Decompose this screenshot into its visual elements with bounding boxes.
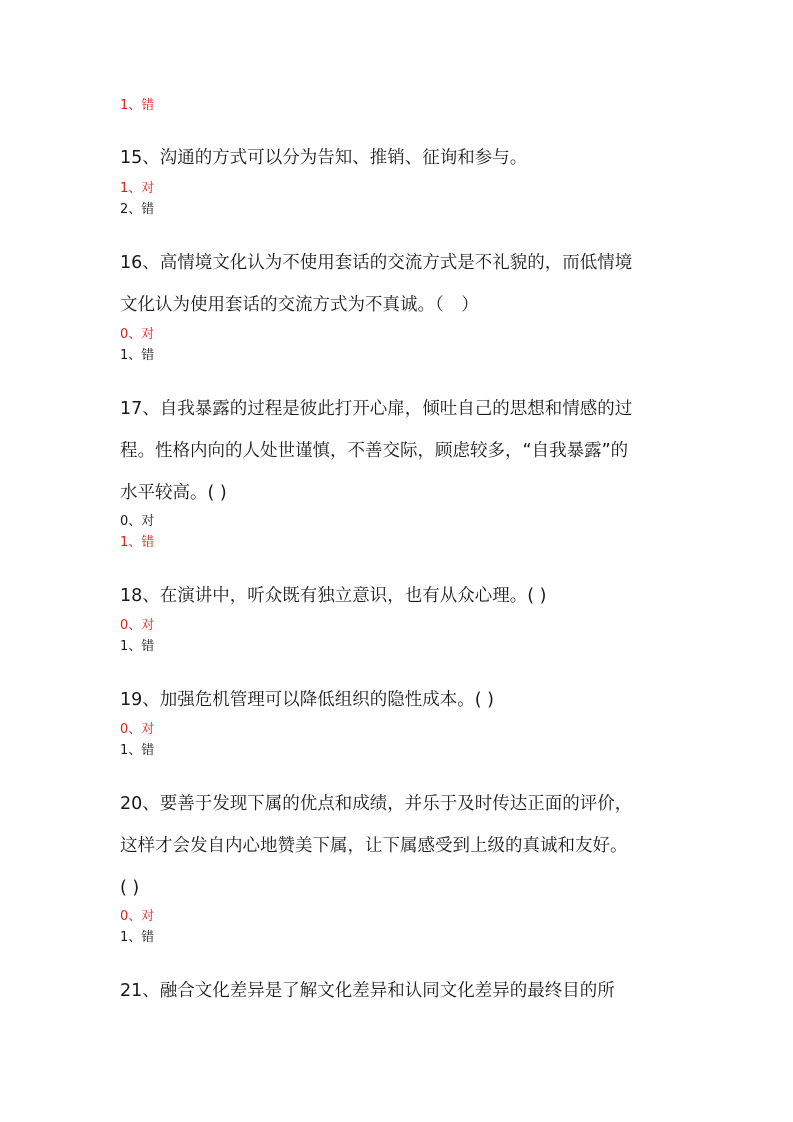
question-15 (120, 137, 680, 179)
answer-option: 1、错 (120, 639, 155, 654)
question-text-line: 18、在演讲中，听众既有独立意识，也有从众心理。( ) (120, 586, 547, 606)
question-text-line: 程。性格内向的人处世谨慎，不善交际，顾虑较多，“自我暴露”的 (120, 441, 629, 461)
question-17 (120, 388, 680, 514)
question-text-line: 21、融合文化差异是了解文化差异和认同文化差异的最终目的所 (120, 981, 615, 1001)
answer-option-selected: 0、对 (120, 327, 155, 342)
answer-option: 2、错 (120, 202, 155, 217)
question-21 (120, 970, 680, 1012)
answer-option-selected: 1、错 (120, 98, 155, 113)
question-18 (120, 575, 680, 617)
question-text-line: ( ) (120, 878, 140, 898)
answer-option-selected: 0、对 (120, 618, 155, 633)
answer-option: 0、对 (120, 514, 155, 529)
answer-option-selected: 1、对 (120, 181, 155, 196)
question-text-line: 文化认为使用套话的交流方式为不真诚。（ ） (120, 295, 479, 315)
question-text-line: 水平较高。( ) (120, 483, 227, 503)
answer-option: 1、错 (120, 348, 155, 363)
answer-option: 1、错 (120, 930, 155, 945)
question-20 (120, 783, 680, 909)
question-text-line: 这样才会发自内心地赞美下属，让下属感受到上级的真诚和友好。 (120, 836, 628, 856)
answer-option-selected: 0、对 (120, 722, 155, 737)
question-text-line: 17、自我暴露的过程是彼此打开心扉，倾吐自己的思想和情感的过 (120, 399, 633, 419)
question-text-line: 16、高情境文化认为不使用套话的交流方式是不礼貌的，而低情境 (120, 253, 633, 273)
question-text-line: 19、加强危机管理可以降低组织的隐性成本。( ) (120, 690, 494, 710)
question-text-line: 15、沟通的方式可以分为告知、推销、征询和参与。 (120, 148, 528, 168)
question-text-line: 20、要善于发现下属的优点和成绩，并乐于及时传达正面的评价， (120, 794, 633, 814)
question-16 (120, 242, 680, 326)
answer-option: 1、错 (120, 743, 155, 758)
answer-option-selected: 1、错 (120, 535, 155, 550)
question-19 (120, 679, 680, 721)
answer-option-selected: 0、对 (120, 909, 155, 924)
